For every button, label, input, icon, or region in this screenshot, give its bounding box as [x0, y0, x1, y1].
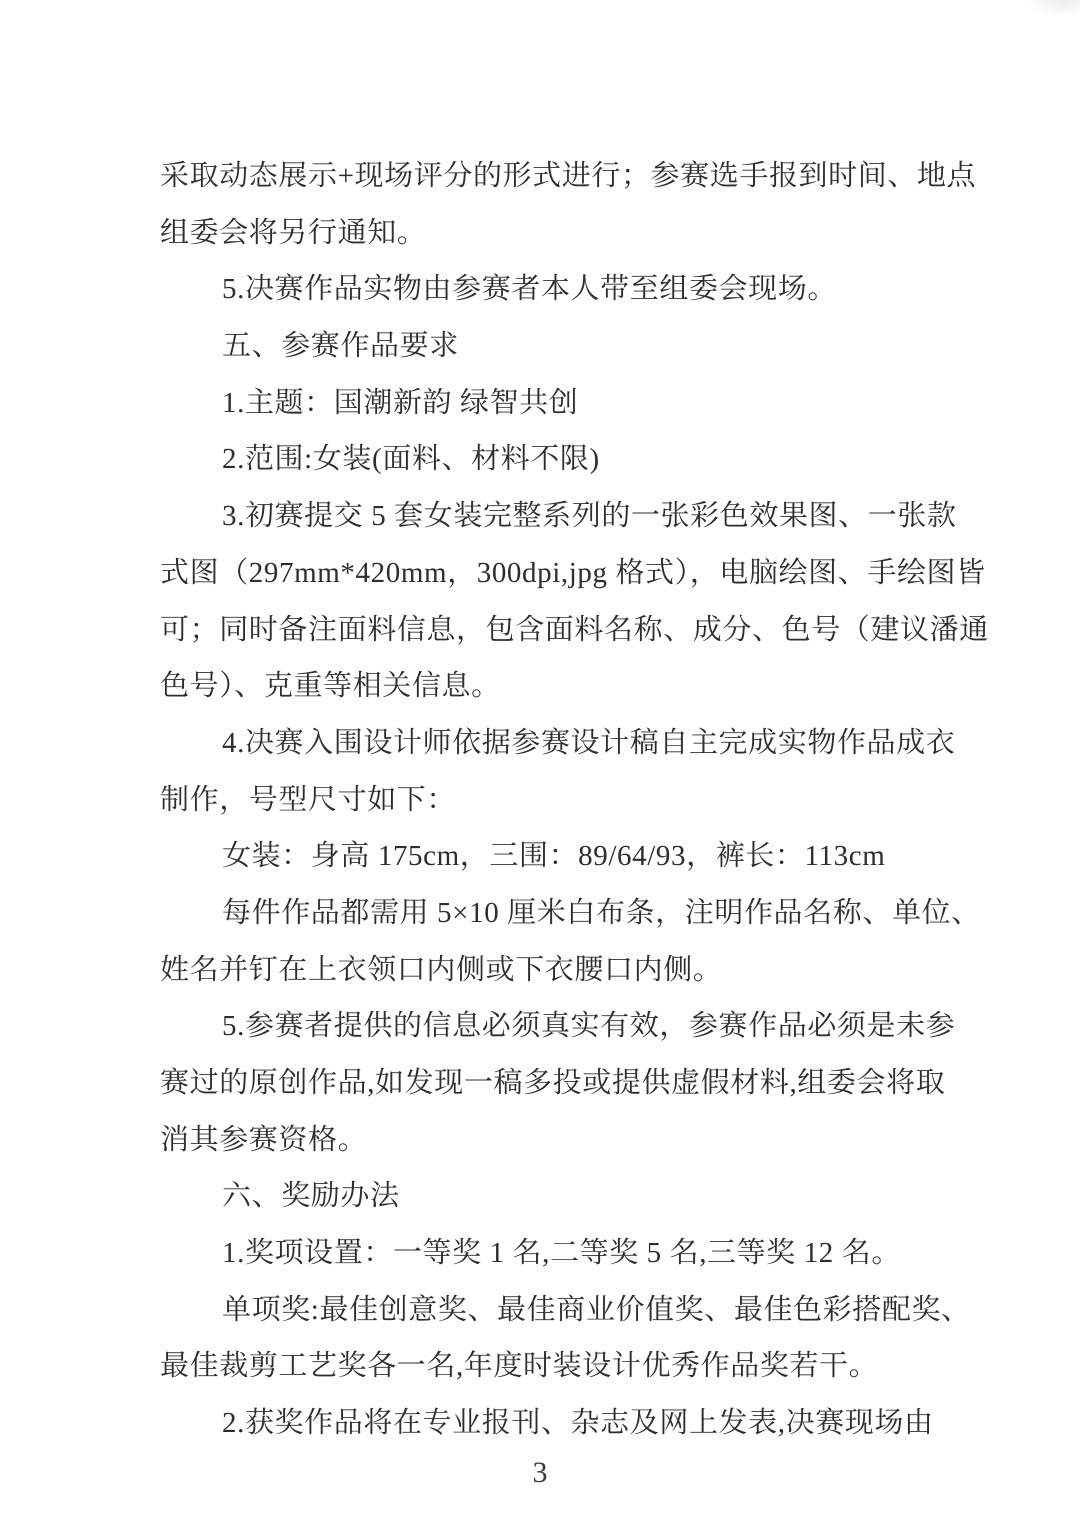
- text-line: 2.范围:女装(面料、材料不限): [222, 443, 600, 476]
- section-heading: 六、奖励办法: [222, 1180, 400, 1213]
- text-line: 1.主题：国潮新韵 绿智共创: [222, 386, 579, 419]
- text-line: 色号）、克重等相关信息。: [160, 670, 501, 703]
- text-line: 4.决赛入围设计师依据参赛设计稿自主完成实物作品成衣: [222, 726, 956, 759]
- document-text: [160, 148, 989, 1452]
- text-line: 每件作品都需用 5×10 厘米白布条，注明作品名称、单位、: [222, 896, 981, 929]
- page-number: 3: [532, 1456, 548, 1489]
- text-line: 5.决赛作品实物由参赛者本人带至组委会现场。: [222, 273, 837, 306]
- text-line: 女装：身高 175cm，三围：89/64/93，裤长：113cm: [222, 840, 886, 873]
- text-line: 组委会将另行通知。: [160, 216, 427, 249]
- section-heading: 五、参赛作品要求: [222, 330, 459, 363]
- text-line: 姓名并钉在上衣领口内侧或下衣腰口内侧。: [160, 953, 723, 986]
- text-line: 消其参赛资格。: [160, 1123, 368, 1156]
- text-line: 制作，号型尺寸如下：: [160, 783, 457, 816]
- text-line: 1.奖项设置：一等奖 1 名,二等奖 5 名,三等奖 12 名。: [222, 1237, 901, 1270]
- scan-artifact: [1028, 0, 1080, 16]
- text-line: 最佳裁剪工艺奖各一名,年度时装设计优秀作品奖若干。: [160, 1350, 879, 1383]
- text-line: 5.参赛者提供的信息必须真实有效，参赛作品必须是未参: [222, 1010, 956, 1043]
- text-line: 式图（297mm*420mm，300dpi,jpg 格式），电脑绘图、手绘图皆: [160, 556, 986, 589]
- text-line: 赛过的原创作品,如发现一稿多投或提供虚假材料,组委会将取: [160, 1067, 946, 1099]
- text-line: 采取动态展示+现场评分的形式进行；参赛选手报到时间、地点: [160, 160, 977, 192]
- text-line: 2.获奖作品将在专业报刊、杂志及网上发表,决赛现场由: [222, 1407, 934, 1440]
- text-line: 可；同时备注面料信息，包含面料名称、成分、色号（建议潘通: [160, 613, 989, 646]
- text-line: 单项奖:最佳创意奖、最佳商业价值奖、最佳色彩搭配奖、: [222, 1293, 971, 1326]
- text-line: 3.初赛提交 5 套女装完整系列的一张彩色效果图、一张款: [222, 500, 957, 533]
